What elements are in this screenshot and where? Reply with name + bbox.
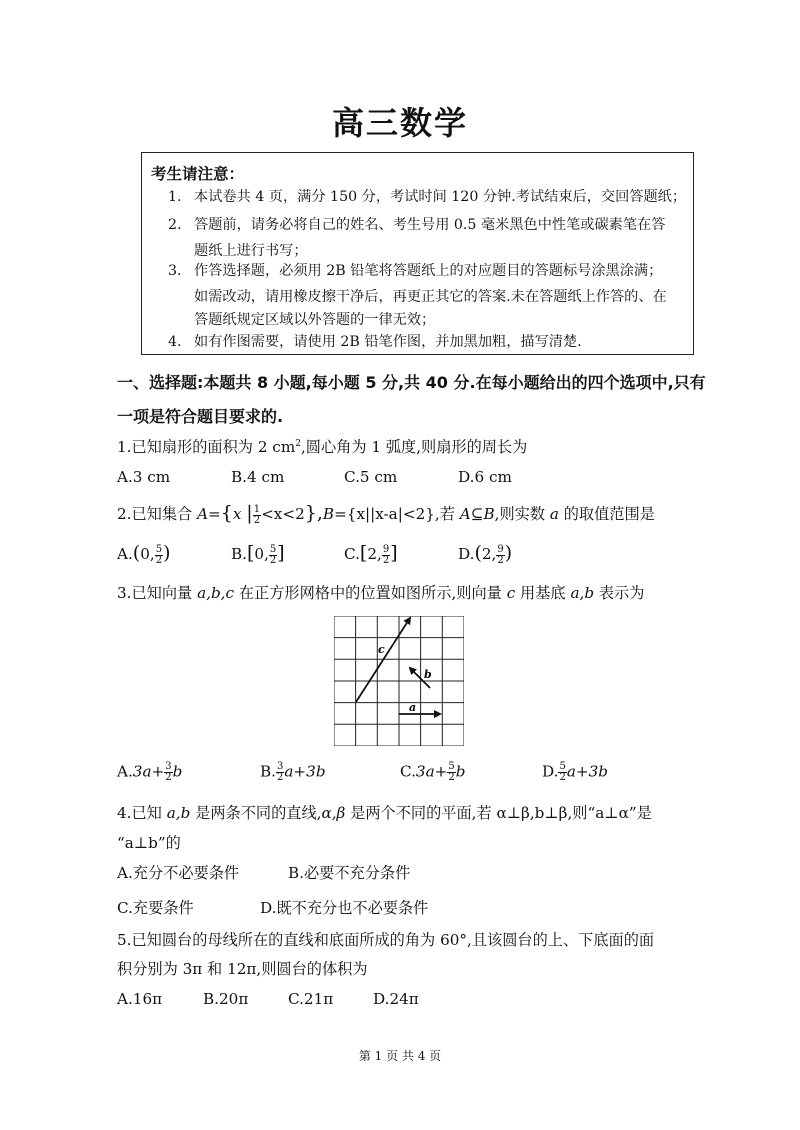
- q4-option-d[interactable]: D.既不充分也不必要条件: [260, 899, 429, 917]
- section-heading-cont: 一项是符合题目要求的.: [117, 407, 284, 426]
- question-4-stem: 4.已知 a,b 是两条不同的直线,α,β 是两个不同的平面,若 α⊥β,b⊥β,则“a⊥α”是: [117, 804, 652, 822]
- notice-box: 考生请注意： 1. 本试卷共 4 页，满分 150 分，考试时间 120 分钟.考试结束后，交回答题纸； 2. 答题前，请务必将自己的姓名、考生号用 0.5 毫米黑色中性笔或碳素笔在答 题纸上进行书写； 3. 作答选择题，必须用 2B 铅笔将答题纸上的对应题目的答题标号涂黑涂满； 如需改动，请用橡皮擦干净后，再更正其它的答案.未在答题纸上作答的、在 答题纸规定区域以外答题的一律无效； 4. 如有作图需要，请使用 2B 铅笔作图，并加黑加粗，描写清楚.: [141, 152, 694, 355]
- q1-option-a[interactable]: A.3 cm: [117, 468, 171, 486]
- q2-option-d[interactable]: D.(2, $\frac{9}{2}$ ): [458, 542, 513, 566]
- q5-option-d[interactable]: D.24π: [373, 990, 419, 1008]
- page-footer: 第 1 页 共 4 页: [358, 1049, 442, 1063]
- question-5-stem-cont: 积分别为 3π 和 12π,则圆台的体积为: [117, 960, 368, 978]
- q4-option-b[interactable]: B.必要不充分条件: [288, 864, 411, 882]
- vector-c-label: c: [378, 643, 385, 656]
- question-1-stem: 1.已知扇形的面积为 2 $cm^2$,圆心角为 1 弧度,则扇形的周长为: [117, 438, 528, 456]
- q3-option-c[interactable]: C.3a+ $\frac{5}{2}$ b: [400, 761, 466, 783]
- question-5-stem: 5.已知圆台的母线所在的直线和底面所成的角为 60°,且该圆台的上、下底面的面: [117, 931, 655, 949]
- q1-option-d[interactable]: D.6 cm: [458, 468, 512, 486]
- question-4-stem-cont: “a⊥b”的: [117, 834, 181, 852]
- page-title: 高三数学: [331, 104, 468, 142]
- q4-option-c[interactable]: C.充要条件: [117, 899, 194, 917]
- vector-c-arrow: [356, 618, 410, 702]
- q5-option-b[interactable]: B.20π: [203, 990, 249, 1008]
- section-heading: 一、选择题:本题共 8 小题,每小题 5 分,共 40 分.在每小题给出的四个选项中,只有: [117, 373, 706, 392]
- q1-option-c[interactable]: C.5 cm: [344, 468, 398, 486]
- q3-option-b[interactable]: B. $\frac{3}{2}$ a+3b: [260, 761, 326, 783]
- q5-option-a[interactable]: A.16π: [117, 990, 163, 1008]
- q1-option-b[interactable]: B.4 cm: [231, 468, 285, 486]
- vector-b-label: b: [424, 668, 432, 681]
- vector-a-label: a: [409, 701, 417, 714]
- question-3-stem: 3.已知向量 a,b,c 在正方形网格中的位置如图所示,则向量 c 用基底 a,b 表示为: [117, 584, 645, 602]
- vector-grid-figure: [334, 616, 464, 746]
- q4-option-a[interactable]: A.充分不必要条件: [117, 864, 240, 882]
- notice-heading: 考生请注意：: [151, 165, 245, 183]
- question-2-stem: 2.已知集合 A={x | $\frac{1}{2}$ <x<2},B={x||x-a|<2},若 A⊆B,则实数 a 的取值范围是: [117, 502, 655, 526]
- q5-option-c[interactable]: C.21π: [288, 990, 334, 1008]
- q2-option-b[interactable]: B.[0, $\frac{5}{2}$ ]: [231, 542, 285, 566]
- q2-option-a[interactable]: A.(0, $\frac{5}{2}$ ): [117, 542, 171, 566]
- q3-option-d[interactable]: D. $\frac{5}{2}$ a+3b: [542, 761, 609, 783]
- q3-option-a[interactable]: A.3a+ $\frac{3}{2}$ b: [117, 761, 183, 783]
- q2-option-c[interactable]: C.[2, $\frac{9}{2}$ ]: [344, 542, 398, 566]
